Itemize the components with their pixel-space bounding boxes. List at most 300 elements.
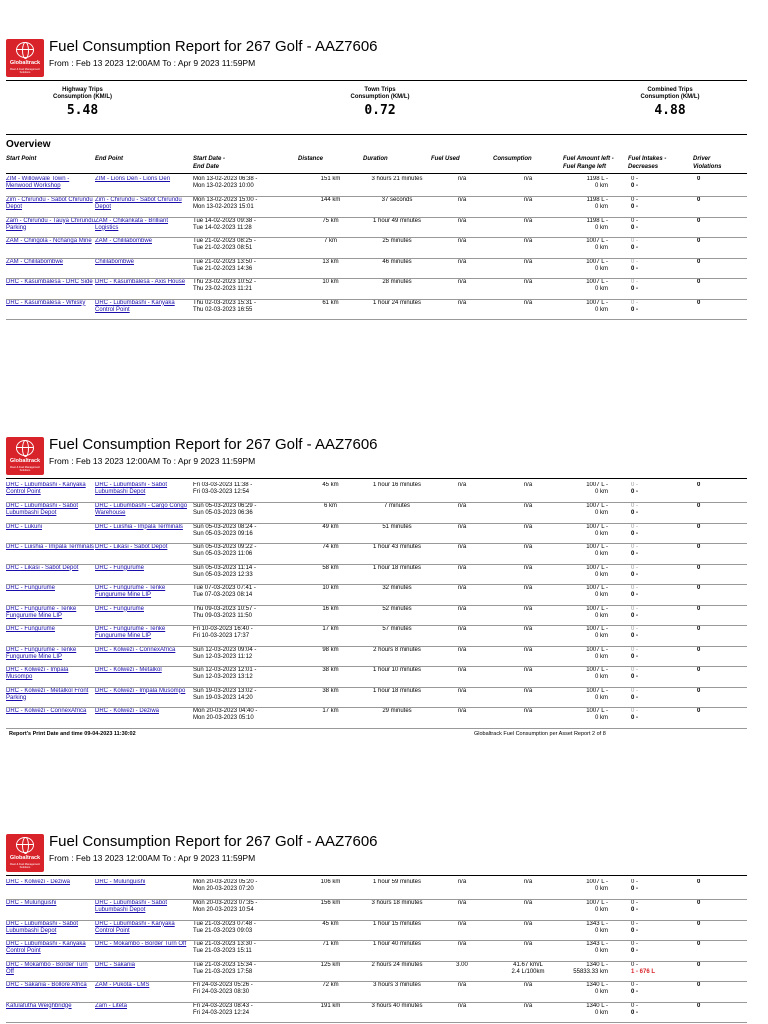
consumption-kml: n/a (523, 1002, 533, 1009)
start-point-link[interactable]: DRC - Lukuni (6, 523, 95, 544)
start-date: Thu 23-02-2023 10:52 - (193, 279, 257, 285)
fuel-amount-left: 1007 L - (586, 544, 608, 550)
driver-violations-cell: 0 (693, 1002, 747, 1023)
consumption-kml: n/a (523, 585, 533, 591)
driver-violations-cell: 0 (693, 258, 747, 279)
distance-cell: 75 km (298, 217, 363, 238)
end-date: Fri 24-03-2023 12:24 (193, 1009, 250, 1016)
town-sublabel: Consumption (KM/L) (350, 94, 410, 100)
duration-cell: 3 hours 3 minutes (363, 982, 431, 1003)
fuel-amount-left: 1007 L - (586, 238, 608, 244)
end-point-link[interactable]: DRC - Mulunguishi (95, 879, 193, 900)
start-point-link[interactable]: DRC - Luishia - Impala Terminals (6, 544, 95, 565)
consumption-cell (493, 564, 563, 585)
start-point-link[interactable]: Zam - Chirundu - Tauya Chirundu Parking (6, 217, 95, 238)
end-point-link[interactable]: DRC - Fungurume - Tenke Fungurume Mine LIP (95, 585, 193, 606)
start-point-link[interactable]: Kafulafutha Weighbridge (6, 1002, 95, 1023)
fuel-amount-left: 1007 L - (586, 585, 608, 591)
end-point-link[interactable]: DRC - Kolwezi - Deziwa (95, 708, 193, 729)
end-point-link[interactable]: DRC - Kasumbalesa - Axis House (95, 279, 193, 300)
duration-cell: 3 hours 18 minutes (363, 900, 431, 921)
driver-violations-cell: 0 (693, 646, 747, 667)
distance-cell: 74 km (298, 544, 363, 565)
fuel-range-left: 0 km (594, 886, 608, 892)
fuel-used-cell: n/a (431, 279, 493, 300)
fuel-intakes-cell (628, 544, 693, 565)
fuel-range-left: 0 km (594, 674, 608, 680)
fuel-intakes-cell (628, 564, 693, 585)
fuel-decreases: 0 - (631, 530, 639, 537)
fuel-range-left: 0 km (594, 653, 608, 660)
driver-violations-cell: 0 (693, 900, 747, 921)
driver-violations-cell: 0 (693, 941, 747, 962)
column-headers (0, 156, 768, 174)
consumption-cell (493, 503, 563, 524)
fuel-used-cell: n/a (431, 238, 493, 259)
end-date: Sun 05-03-2023 11:06 (193, 551, 253, 557)
fuel-intakes-cell (628, 197, 693, 218)
report-page-3 (0, 831, 768, 1016)
fuel-range-left: 0 km (594, 592, 608, 598)
fuel-intakes: 0 - (631, 687, 639, 694)
fuel-left-cell (563, 482, 628, 503)
duration-cell: 2 hours 24 minutes (363, 961, 431, 982)
driver-violations-cell: 0 (693, 279, 747, 300)
fuel-range-left: 0 km (594, 530, 608, 537)
table-row (6, 667, 747, 688)
end-point-link[interactable]: DRC - Fungurume (95, 605, 193, 626)
fuel-intakes-cell (628, 879, 693, 900)
fuel-range-left: 0 km (594, 927, 608, 934)
fuel-amount-left: 1007 L - (586, 626, 608, 632)
date-cell (193, 258, 298, 279)
fuel-left-cell (563, 982, 628, 1003)
fuel-used-cell: n/a (431, 900, 493, 921)
consumption-kml: n/a (523, 279, 533, 285)
combined-sublabel: Consumption (KM/L) (640, 94, 700, 100)
table-row (6, 279, 747, 300)
end-point-link[interactable]: Chililabombwe (95, 258, 193, 279)
fuel-left-cell (563, 626, 628, 647)
col-distance: Distance (298, 156, 324, 162)
fuel-left-cell (563, 605, 628, 626)
col-consumption: Consumption (493, 156, 532, 162)
distance-cell: 17 km (298, 708, 363, 729)
start-point-link[interactable]: DRC - Kasumbalesa - Whisky (6, 299, 95, 320)
end-point-link[interactable]: Zim - Chirundu - Sabot Chirundu Depot (95, 197, 193, 218)
table-row (6, 708, 747, 729)
start-date: Tue 21-03-2023 07:48 - (193, 920, 256, 927)
date-cell (193, 961, 298, 982)
consumption-l100: 2.4 L/100km (511, 968, 545, 975)
col-start-point: Start Point (6, 156, 37, 162)
fuel-amount-left: 1198 L - (586, 217, 608, 224)
start-date: Fri 24-03-2023 05:26 - (193, 982, 253, 988)
highway-sublabel: Consumption (KM/L) (53, 94, 112, 100)
date-cell (193, 564, 298, 585)
date-cell (193, 605, 298, 626)
date-cell (193, 523, 298, 544)
driver-violations-cell: 0 (693, 687, 747, 708)
table-row (6, 879, 747, 900)
logo-text: Globaltrack (9, 855, 41, 861)
start-point-link[interactable]: ZIM - Willowvale Town - Menwood Workshop (6, 176, 95, 197)
distance-cell: 10 km (298, 585, 363, 606)
fuel-left-cell (563, 279, 628, 300)
start-point-link[interactable]: DRC - Kolwezi - Impala Musompo (6, 667, 95, 688)
start-date: Fri 03-03-2023 11:38 - (193, 482, 253, 488)
consumption-cell (493, 879, 563, 900)
start-date: Sun 05-03-2023 09:22 - (193, 544, 257, 550)
start-point-link[interactable]: DRC - Sakania - Bollore Africa (6, 982, 95, 1003)
fuel-range-left: 0 km (594, 489, 608, 495)
start-date: Tue 21-03-2023 15:34 - (193, 961, 256, 968)
fuel-decreases: 0 - (631, 489, 639, 495)
fuel-range-left: 0 km (594, 245, 608, 251)
fuel-left-cell (563, 197, 628, 218)
fuel-decreases: 0 - (631, 948, 639, 954)
table-row (6, 961, 747, 982)
fuel-intakes: 0 - (631, 258, 639, 265)
end-point-link[interactable]: DRC - Kolwezi - Metalkol (95, 667, 193, 688)
duration-cell: 25 minutes (363, 238, 431, 259)
report-date-range: From : Feb 13 2023 12:00AM To : Apr 9 2023 11:59PM (49, 853, 256, 863)
duration-cell: 1 hour 18 minutes (363, 564, 431, 585)
start-date: Tue 07-03-2023 07:41 - (193, 585, 256, 591)
driver-violations-cell: 0 (693, 482, 747, 503)
fuel-intakes-cell (628, 523, 693, 544)
fuel-used-cell: n/a (431, 564, 493, 585)
fuel-intakes: 0 - (631, 982, 639, 988)
col-violations: Violations (693, 164, 722, 170)
fuel-intakes: 0 - (631, 900, 639, 906)
fuel-decreases: 0 - (631, 715, 639, 721)
end-point-link[interactable]: DRC - Lubumbashi - Kanyaka Control Point (95, 299, 193, 320)
duration-cell: 7 minutes (363, 503, 431, 524)
fuel-decreases: 0 - (631, 183, 639, 189)
start-date: Tue 21-02-2023 13:50 - (193, 258, 256, 265)
end-date: Sun 12-03-2023 13:12 (193, 674, 253, 680)
fuel-used-cell: n/a (431, 646, 493, 667)
distance-cell: 45 km (298, 920, 363, 941)
town-summary (330, 87, 430, 119)
consumption-kml: n/a (523, 879, 533, 885)
col-fuel-intakes: Fuel Intakes - (628, 156, 667, 162)
col-fuel-amount: Fuel Amount left - (563, 156, 614, 162)
consumption-kml: n/a (523, 564, 533, 571)
table-header-divider (6, 173, 747, 174)
end-point-link[interactable]: DRC - Kolwezi - Impala Musompo (95, 687, 193, 708)
report-title: Fuel Consumption Report for 267 Golf - AAZ7606 (49, 38, 378, 55)
table-row (6, 605, 747, 626)
end-date: Fri 10-03-2023 17:37 (193, 633, 250, 639)
start-point-link[interactable]: DRC - Lubumbashi - Sabot Lubumbashi Depot (6, 920, 95, 941)
end-date: Thu 02-03-2023 16:55 (193, 306, 253, 313)
fuel-left-cell (563, 258, 628, 279)
fuel-amount-left: 1343 L - (586, 920, 608, 927)
end-date: Thu 09-03-2023 11:50 (193, 612, 252, 619)
fuel-left-cell (563, 585, 628, 606)
distance-cell: 125 km (298, 961, 363, 982)
report-page-1 (0, 36, 768, 313)
consumption-kml: n/a (523, 197, 533, 203)
fuel-decreases: 0 - (631, 612, 639, 619)
start-point-link[interactable]: DRC - Mokambo - Border Turn Off (6, 961, 95, 982)
fuel-intakes: 0 - (631, 646, 639, 653)
fuel-intakes: 0 - (631, 961, 639, 968)
start-date: Sun 05-03-2023 06:29 - (193, 503, 257, 509)
duration-cell: 46 minutes (363, 258, 431, 279)
fuel-left-cell (563, 900, 628, 921)
duration-cell: 37 seconds (363, 197, 431, 218)
table-row (6, 482, 747, 503)
report-header (0, 831, 768, 875)
trips-table-page-1 (6, 176, 747, 320)
fuel-amount-left: 1007 L - (586, 299, 608, 306)
end-point-link[interactable]: DRC - Luishia - Impala Terminals (95, 523, 193, 544)
start-date: Tue 14-02-2023 09:38 - (193, 217, 256, 224)
end-point-link[interactable]: DRC - Mokambo - Border Turn Off (95, 941, 193, 962)
consumption-kml: 41.67 km/L (513, 961, 543, 968)
duration-cell: 32 minutes (363, 585, 431, 606)
end-date: Mon 13-02-2023 15:01 (193, 204, 254, 210)
fuel-range-left: 0 km (594, 183, 608, 189)
fuel-left-cell (563, 299, 628, 320)
end-point-link[interactable]: DRC - Lubumbashi - Sabot Lubumbashi Depot (95, 482, 193, 503)
distance-cell: 49 km (298, 523, 363, 544)
end-point-link[interactable]: DRC - Lubumbashi - Kanyaka Control Point (95, 920, 193, 941)
start-point-link[interactable]: DRC - Kolwezi - ConnexAfrica (6, 708, 95, 729)
fuel-used-cell: n/a (431, 523, 493, 544)
header-divider (6, 80, 747, 81)
distance-cell: 38 km (298, 687, 363, 708)
fuel-amount-left: 1340 L - (586, 982, 608, 988)
duration-cell: 52 minutes (363, 605, 431, 626)
fuel-decreases: 0 - (631, 927, 639, 934)
consumption-kml: n/a (523, 217, 533, 224)
table-row (6, 197, 747, 218)
date-cell (193, 941, 298, 962)
date-cell (193, 544, 298, 565)
end-point-link[interactable]: DRC - Likasi - Sabot Depot (95, 544, 193, 565)
duration-cell: 57 minutes (363, 626, 431, 647)
end-point-link[interactable]: ZAM - Pukota - LMS (95, 982, 193, 1003)
fuel-range-left: 0 km (594, 571, 608, 578)
fuel-intakes-cell (628, 217, 693, 238)
consumption-cell (493, 941, 563, 962)
fuel-left-cell (563, 1002, 628, 1023)
end-date: Tue 21-03-2023 17:58 (193, 968, 253, 975)
duration-cell: 29 minutes (363, 708, 431, 729)
start-point-link[interactable]: DRC - Fungurume (6, 585, 95, 606)
fuel-intakes: 0 - (631, 176, 639, 182)
col-start-date: Start Date - (193, 156, 226, 162)
fuel-amount-left: 1198 L - (586, 176, 608, 182)
duration-cell: 3 hours 40 minutes (363, 1002, 431, 1023)
print-date: Report's Print Date and time 09-04-2023 11:30:02 (9, 731, 136, 737)
consumption-cell (493, 197, 563, 218)
end-point-link[interactable]: DRC - Lubumbashi - Cargo Congo Warehouse (95, 503, 193, 524)
fuel-used-cell: n/a (431, 1002, 493, 1023)
fuel-intakes-cell (628, 1002, 693, 1023)
fuel-decreases: 0 - (631, 633, 639, 639)
end-date: Tue 21-03-2023 09:03 (193, 927, 253, 934)
end-point-link[interactable]: ZIM - Lions Den - Lions Den (95, 176, 193, 197)
start-point-link[interactable]: DRC - Fungurume (6, 626, 95, 647)
duration-cell: 3 hours 21 minutes (363, 176, 431, 197)
start-date: Mon 13-02-2023 06:38 - (193, 176, 258, 182)
start-point-link[interactable]: DRC - Fungurume - Tenke Fungurume Mine LIP (6, 605, 95, 626)
start-point-link[interactable]: DRC - Fungurume - Tenke Fungurume Mine LIP (6, 646, 95, 667)
start-point-link[interactable]: DRC - Kolwezi - Metalkol Front Parking (6, 687, 95, 708)
consumption-kml: n/a (523, 605, 533, 612)
end-date: Mon 20-03-2023 05:10 (193, 715, 254, 721)
end-point-link[interactable]: DRC - Lubumbashi - Sabot Lubumbashi Depot (95, 900, 193, 921)
table-row (6, 523, 747, 544)
logo-subtext: Fleet & Fuel Management Solutions (10, 863, 40, 869)
consumption-kml: n/a (523, 941, 533, 947)
fuel-used-cell: n/a (431, 544, 493, 565)
consumption-kml: n/a (523, 900, 533, 906)
date-cell (193, 1002, 298, 1023)
date-cell (193, 626, 298, 647)
start-point-link[interactable]: Zim - Chirundu - Sabot Chirundu Depot (6, 197, 95, 218)
end-point-link[interactable]: DRC - Kolwezi - ConnexAfrica (95, 646, 193, 667)
table-row (6, 626, 747, 647)
fuel-intakes-cell (628, 176, 693, 197)
fuel-left-cell (563, 708, 628, 729)
fuel-intakes: 0 - (631, 667, 639, 673)
start-date: Sun 05-03-2023 11:14 - (193, 564, 256, 571)
consumption-kml: n/a (523, 299, 533, 306)
fuel-used-cell: n/a (431, 482, 493, 503)
consumption-cell (493, 482, 563, 503)
summary-divider (6, 134, 747, 135)
driver-violations-cell: 0 (693, 217, 747, 238)
end-point-link[interactable]: DRC - Fungurume - Tenke Fungurume Mine LIP (95, 626, 193, 647)
fuel-intakes-cell (628, 605, 693, 626)
distance-cell: 191 km (298, 1002, 363, 1023)
duration-cell: 1 hour 16 minutes (363, 482, 431, 503)
start-date: Fri 10-03-2023 16:40 - (193, 626, 253, 632)
fuel-intakes-cell (628, 900, 693, 921)
start-point-link[interactable]: DRC - Lubumbashi - Kanyaka Control Point (6, 941, 95, 962)
start-date: Sun 12-03-2023 09:04 - (193, 646, 257, 653)
fuel-intakes: 0 - (631, 523, 639, 530)
duration-cell: 1 hour 59 minutes (363, 879, 431, 900)
table-row (6, 299, 747, 320)
logo-text: Globaltrack (9, 458, 41, 464)
consumption-cell (493, 544, 563, 565)
fuel-amount-left: 1007 L - (586, 482, 608, 488)
fuel-decreases: 0 - (631, 592, 639, 598)
fuel-left-cell (563, 941, 628, 962)
table-row (6, 920, 747, 941)
fuel-intakes: 0 - (631, 217, 639, 224)
fuel-amount-left: 1340 L - (586, 1002, 608, 1009)
fuel-intakes: 0 - (631, 299, 639, 306)
report-header (0, 434, 768, 478)
end-date: Tue 21-02-2023 08:51 (193, 245, 253, 251)
driver-violations-cell: 0 (693, 544, 747, 565)
end-point-link[interactable]: ZAM - Chililabombwe (95, 238, 193, 259)
driver-violations-cell: 0 (693, 564, 747, 585)
fuel-intakes: 0 - (631, 605, 639, 612)
fuel-intakes-cell (628, 941, 693, 962)
report-date-range: From : Feb 13 2023 12:00AM To : Apr 9 2023 11:59PM (49, 58, 256, 68)
combined-value: 4.88 (654, 103, 686, 118)
start-point-link[interactable]: DRC - Lubumbashi - Kanyaka Control Point (6, 482, 95, 503)
consumption-kml: n/a (523, 523, 533, 530)
fuel-used-cell: n/a (431, 258, 493, 279)
fuel-intakes-cell (628, 626, 693, 647)
report-title: Fuel Consumption Report for 267 Golf - AAZ7606 (49, 436, 378, 453)
start-point-link[interactable]: DRC - Likasi - Sabot Depot (6, 564, 95, 585)
fuel-intakes: 0 - (631, 197, 639, 203)
distance-cell: 6 km (298, 503, 363, 524)
fuel-used-cell: n/a (431, 176, 493, 197)
highway-summary (30, 87, 135, 119)
col-decreases: Decreases (628, 164, 659, 170)
fuel-left-cell (563, 503, 628, 524)
start-point-link[interactable]: DRC - Kasumbalesa - DRC Side (6, 279, 95, 300)
date-cell (193, 708, 298, 729)
fuel-intakes-cell (628, 961, 693, 982)
driver-violations-cell: 0 (693, 667, 747, 688)
fuel-intakes-cell (628, 482, 693, 503)
end-point-link[interactable]: ZAM - Chikankata - Brilliant Logistics (95, 217, 193, 238)
col-driver: Driver (693, 156, 711, 162)
fuel-decreases: 0 - (631, 265, 639, 272)
start-date: Mon 20-03-2023 04:40 - (193, 708, 258, 714)
duration-cell: 1 hour 10 minutes (363, 667, 431, 688)
driver-violations-cell: 0 (693, 585, 747, 606)
fuel-used-cell: n/a (431, 197, 493, 218)
consumption-cell (493, 900, 563, 921)
start-point-link[interactable]: ZAM - Chingola - Nchanga Mine (6, 238, 95, 259)
consumption-kml: n/a (523, 646, 533, 653)
fuel-amount-left: 1007 L - (586, 879, 608, 885)
globaltrack-logo (6, 39, 44, 77)
fuel-decreases: 0 - (631, 245, 639, 251)
fuel-intakes: 0 - (631, 941, 639, 947)
fuel-intakes-cell (628, 667, 693, 688)
logo-text: Globaltrack (9, 60, 41, 66)
date-cell (193, 217, 298, 238)
combined-label: Combined Trips (647, 87, 693, 93)
fuel-left-cell (563, 238, 628, 259)
end-point-link[interactable]: Zam - Liteta (95, 1002, 193, 1023)
start-point-link[interactable]: DRC - Mulunguishi (6, 900, 95, 921)
start-point-link[interactable]: ZAM - Chililabombwe (6, 258, 95, 279)
distance-cell: 16 km (298, 605, 363, 626)
start-point-link[interactable]: DRC - Lubumbashi - Sabot Lubumbashi Depot (6, 503, 95, 524)
col-fuel-range: Fuel Range left (563, 164, 607, 170)
end-point-link[interactable]: DRC - Fungurume (95, 564, 193, 585)
start-point-link[interactable]: DRC - Kolwezi - Deziwa (6, 879, 95, 900)
combined-summary (620, 87, 720, 119)
date-cell (193, 279, 298, 300)
end-date: Thu 23-02-2023 11:21 (193, 286, 252, 292)
fuel-range-left: 0 km (594, 907, 608, 913)
fuel-used-cell: n/a (431, 941, 493, 962)
consumption-cell (493, 605, 563, 626)
driver-violations-cell: 0 (693, 503, 747, 524)
end-date: Sun 05-03-2023 12:33 (193, 571, 253, 578)
end-point-link[interactable]: DRC - Sakania (95, 961, 193, 982)
report-title: Fuel Consumption Report for 267 Golf - AAZ7606 (49, 833, 378, 850)
fuel-range-left: 0 km (594, 286, 608, 292)
